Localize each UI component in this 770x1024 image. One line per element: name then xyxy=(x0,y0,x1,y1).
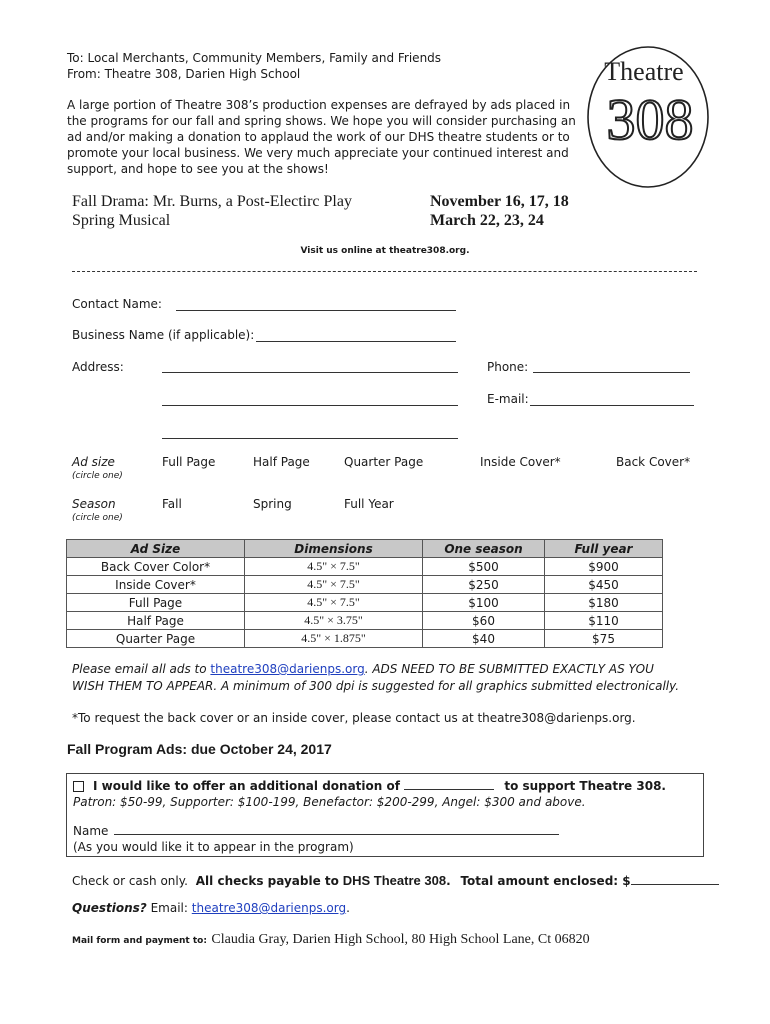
column-header: One season xyxy=(423,540,545,558)
email-note-suffix: . ADS NEED TO BE SUBMITTED EXACTLY AS YOU WISH THEM TO APPEAR. A minimum of 300 dpi is suggested for all graphics submitted electronically. xyxy=(72,662,680,693)
show-spring-name: Spring Musical xyxy=(72,212,171,229)
total-label: Total amount enclosed: $ xyxy=(460,874,631,888)
theatre-308-logo xyxy=(582,42,714,192)
ad-size-cell: Quarter Page xyxy=(67,630,245,648)
questions-line: Questions? Email: theatre308@darienps.org. xyxy=(72,901,350,915)
full-year-cell: $450 xyxy=(545,576,663,594)
donation-box xyxy=(66,773,704,857)
ad-size-cell: Inside Cover* xyxy=(67,576,245,594)
business-name-field[interactable] xyxy=(256,341,456,342)
to-line: To: Local Merchants, Community Members, Family and Friends xyxy=(67,51,442,65)
total-amount-field[interactable] xyxy=(631,873,719,885)
dimensions-cell: 4.5" × 1.875" xyxy=(245,630,423,648)
column-header: Full year xyxy=(545,540,663,558)
full-year-cell: $180 xyxy=(545,594,663,612)
payment-line: Check or cash only. All checks payable to DHS Theatre 308. Total amount enclosed: $ xyxy=(72,873,719,888)
ad-size-cell: Full Page xyxy=(67,594,245,612)
table-row xyxy=(67,576,663,594)
one-season-cell: $500 xyxy=(423,558,545,576)
from-line: From: Theatre 308, Darien High School xyxy=(67,67,301,81)
mail-address: Claudia Gray, Darien High School, 80 High School Lane, Ct 06820 xyxy=(211,932,590,947)
address-label: Address: xyxy=(72,360,124,374)
business-label: Business Name (if applicable): xyxy=(72,328,255,342)
questions-email-link[interactable]: theatre308@darienps.org xyxy=(191,901,347,915)
one-season-cell: $250 xyxy=(423,576,545,594)
email-label: E-mail: xyxy=(487,392,529,406)
donation-levels: Patron: $50-99, Supporter: $100-199, Benefactor: $200-299, Angel: $300 and above. xyxy=(73,795,586,809)
table-row xyxy=(67,594,663,612)
ad-size-cell: Back Cover Color* xyxy=(67,558,245,576)
donation-checkbox[interactable] xyxy=(73,781,84,792)
one-season-cell: $60 xyxy=(423,612,545,630)
ad-size-hint: (circle one) xyxy=(72,471,123,481)
header-lines xyxy=(67,50,441,82)
one-season-cell: $100 xyxy=(423,594,545,612)
logo-number: 308 xyxy=(606,87,694,152)
cover-request-note: *To request the back cover or an inside cover, please contact us at theatre308@darienps.org. xyxy=(72,711,636,725)
season-option[interactable]: Spring xyxy=(253,497,292,511)
donation-offer xyxy=(93,778,666,793)
season-option[interactable]: Full Year xyxy=(344,497,394,511)
donor-name-label: Name xyxy=(73,824,109,838)
dimensions-cell: 4.5" × 7.5" xyxy=(245,594,423,612)
address-line-1[interactable] xyxy=(162,372,458,373)
questions-label: Questions? xyxy=(72,901,147,915)
logo-word: Theatre xyxy=(604,57,684,86)
email-note-prefix: Please email all ads to xyxy=(72,662,211,676)
table-row xyxy=(67,558,663,576)
cut-line xyxy=(72,271,697,272)
mail-label: Mail form and payment to: xyxy=(72,936,207,946)
mail-line xyxy=(72,931,590,948)
donor-name-row xyxy=(73,823,559,838)
ad-size-option[interactable]: Quarter Page xyxy=(344,455,424,469)
table-row xyxy=(67,630,663,648)
contact-label: Contact Name: xyxy=(72,297,162,311)
ad-size-option[interactable]: Half Page xyxy=(253,455,310,469)
column-header: Dimensions xyxy=(245,540,423,558)
email-instructions xyxy=(72,661,682,695)
payee: DHS Theatre 308 xyxy=(342,873,447,888)
visit-line: Visit us online at theatre308.org. xyxy=(300,246,470,256)
ad-size-label: Ad size xyxy=(72,455,115,469)
donor-name-hint: (As you would like it to appear in the program) xyxy=(73,840,354,854)
full-year-cell: $75 xyxy=(545,630,663,648)
one-season-cell: $40 xyxy=(423,630,545,648)
intro-paragraph: A large portion of Theatre 308’s production expenses are defrayed by ads placed in the programs for our fall and spring shows. We hope you will consider purchasing an ad and/or making a donation to applaud the work of our DHS theatre students or to promote your local business. We very much appreciate your continued interest and support, and hope to see you at the shows! xyxy=(67,98,576,176)
table-row xyxy=(67,612,663,630)
dimensions-cell: 4.5" × 7.5" xyxy=(245,576,423,594)
table-header-row xyxy=(67,540,663,558)
questions-email-label: Email: xyxy=(150,901,188,915)
full-year-cell: $900 xyxy=(545,558,663,576)
show-spring-dates: March 22, 23, 24 xyxy=(430,212,544,229)
season-label: Season xyxy=(72,497,116,511)
ad-size-cell: Half Page xyxy=(67,612,245,630)
ad-size-option[interactable]: Full Page xyxy=(162,455,216,469)
season-hint: (circle one) xyxy=(72,513,123,523)
donation-offer-suffix: to support Theatre 308. xyxy=(504,779,666,793)
show-fall-dates: November 16, 17, 18 xyxy=(430,193,569,210)
ad-size-option[interactable]: Inside Cover* xyxy=(480,455,561,469)
phone-label: Phone: xyxy=(487,360,529,374)
full-year-cell: $110 xyxy=(545,612,663,630)
phone-field[interactable] xyxy=(533,372,690,373)
donor-name-field[interactable] xyxy=(114,823,559,835)
donation-offer-prefix: I would like to offer an additional donation of xyxy=(93,779,400,793)
dimensions-cell: 4.5" × 7.5" xyxy=(245,558,423,576)
address-line-2[interactable] xyxy=(162,405,458,406)
contact-name-field[interactable] xyxy=(176,310,456,311)
payment-text: Check or cash only. xyxy=(72,874,188,888)
column-header: Ad Size xyxy=(67,540,245,558)
email-field[interactable] xyxy=(530,405,694,406)
address-line-3[interactable] xyxy=(162,438,458,439)
show-fall-name: Fall Drama: Mr. Burns, a Post-Electirc Play xyxy=(72,193,352,210)
payable-prefix: All checks payable to xyxy=(195,874,339,888)
ad-size-option[interactable]: Back Cover* xyxy=(616,455,691,469)
deadline-heading: Fall Program Ads: due October 24, 2017 xyxy=(67,741,332,757)
donation-amount-field[interactable] xyxy=(404,778,494,790)
season-option[interactable]: Fall xyxy=(162,497,182,511)
email-link[interactable]: theatre308@darienps.org xyxy=(210,662,365,676)
dimensions-cell: 4.5" × 3.75" xyxy=(245,612,423,630)
price-table xyxy=(66,539,663,648)
